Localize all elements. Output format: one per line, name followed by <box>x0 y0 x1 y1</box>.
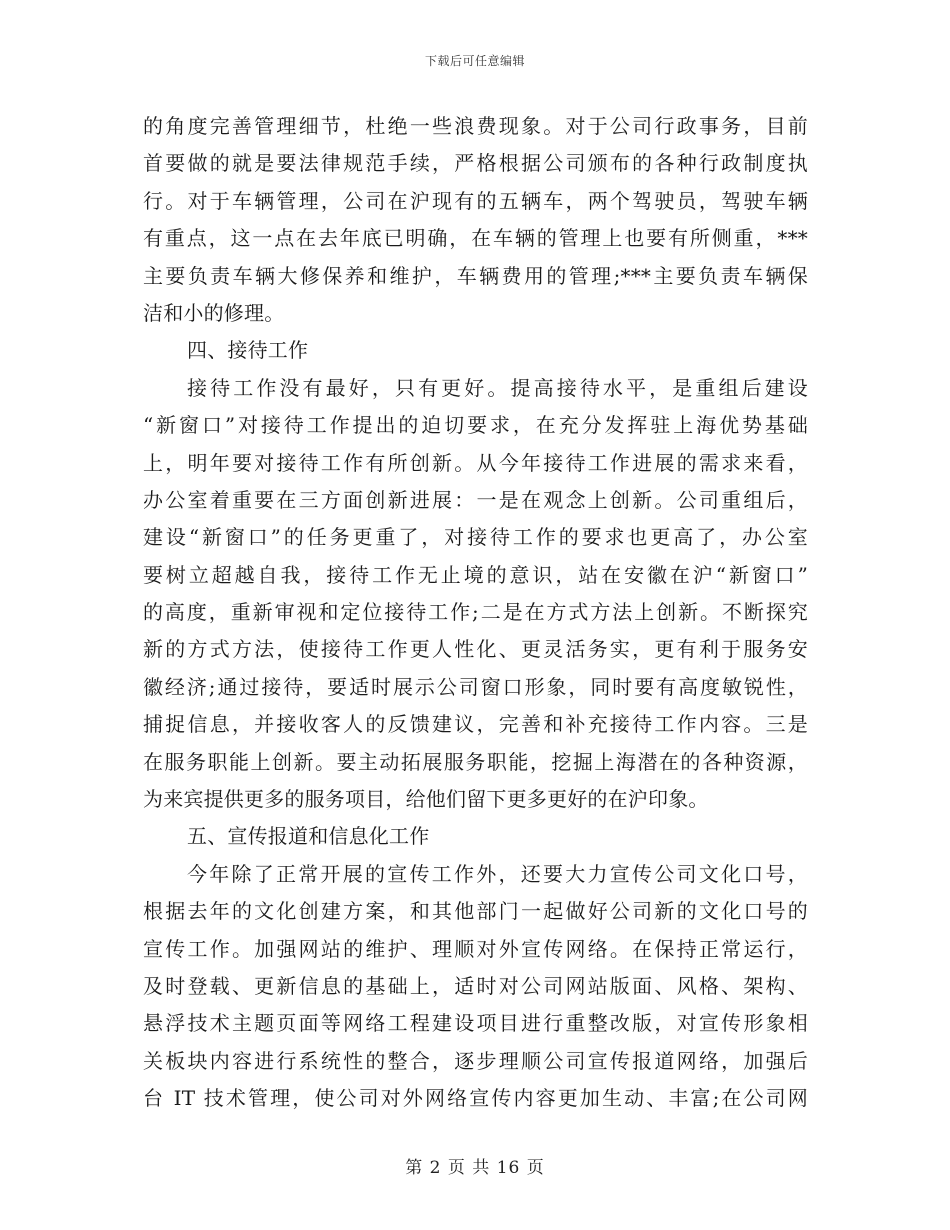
text-line: “新窗口”对接待工作提出的迫切要求，在充分发挥驻上海优势基础 <box>143 413 808 438</box>
text-line: 根据去年的文化创建方案，和其他部门一起做好公司新的文化口号的 <box>143 899 808 924</box>
text-line: 徽经济;通过接待，要适时展示公司窗口形象，同时要有高度敏锐性， <box>143 674 808 699</box>
page-header: 下载后可任意编辑 <box>424 54 525 68</box>
section-heading: 四、接待工作 <box>187 338 309 363</box>
text-line: 建设“新窗口”的任务更重了，对接待工作的要求也更高了，办公室 <box>143 525 808 550</box>
text-line: 及时登载、更新信息的基础上，适时对公司网站版面、风格、架构、 <box>143 973 808 998</box>
section-heading: 五、宣传报道和信息化工作 <box>187 824 430 849</box>
text-line: 的角度完善管理细节，杜绝一些浪费现象。对于公司行政事务，目前 <box>143 114 808 138</box>
text-line: 要树立超越自我，接待工作无止境的意识，站在安徽在沪“新窗口” <box>143 562 808 587</box>
text-line: 今年除了正常开展的宣传工作外，还要大力宣传公司文化口号， <box>187 861 808 886</box>
text-line: 宣传工作。加强网站的维护、理顺对外宣传网络。在保持正常运行， <box>143 936 808 961</box>
text-line: 行。对于车辆管理，公司在沪现有的五辆车，两个驾驶员，驾驶车辆 <box>143 188 808 213</box>
text-line: 接待工作没有最好，只有更好。提高接待水平，是重组后建设 <box>187 375 808 400</box>
text-line: 洁和小的修理。 <box>143 300 285 325</box>
page-number: 第 2 页 共 16 页 <box>405 1158 545 1178</box>
text-line: 捕捉信息，并接收客人的反馈建议，完善和补充接待工作内容。三是 <box>143 712 808 737</box>
text-line: 首要做的就是要法律规范手续，严格根据公司颁布的各种行政制度执 <box>143 151 808 176</box>
text-line: 为来宾提供更多的服务项目，给他们留下更多更好的在沪印象。 <box>143 787 709 812</box>
document-body <box>143 108 808 1118</box>
text-line: 的高度，重新审视和定位接待工作;二是在方式方法上创新。不断探究 <box>143 600 808 625</box>
text-line: 办公室着重要在三方面创新进展：一是在观念上创新。公司重组后， <box>143 487 808 512</box>
text-line: 有重点，这一点在去年底已明确，在车辆的管理上也要有所侧重，*** <box>143 226 808 251</box>
text-line: 主要负责车辆大修保养和维护，车辆费用的管理;***主要负责车辆保 <box>143 263 808 288</box>
text-line: 上，明年要对接待工作有所创新。从今年接待工作进展的需求来看， <box>143 450 808 475</box>
text-line: 悬浮技术主题页面等网络工程建设项目进行重整改版，对宣传形象相 <box>143 1011 808 1036</box>
text-line: 台 IT 技术管理，使公司对外网络宣传内容更加生动、丰富;在公司网 <box>143 1086 808 1111</box>
text-line: 新的方式方法，使接待工作更人性化、更灵活务实，更有利于服务安 <box>143 637 808 662</box>
text-line: 关板块内容进行系统性的整合，逐步理顺公司宣传报道网络，加强后 <box>143 1048 808 1073</box>
text-line: 在服务职能上创新。要主动拓展服务职能，挖掘上海潜在的各种资源， <box>143 749 808 774</box>
